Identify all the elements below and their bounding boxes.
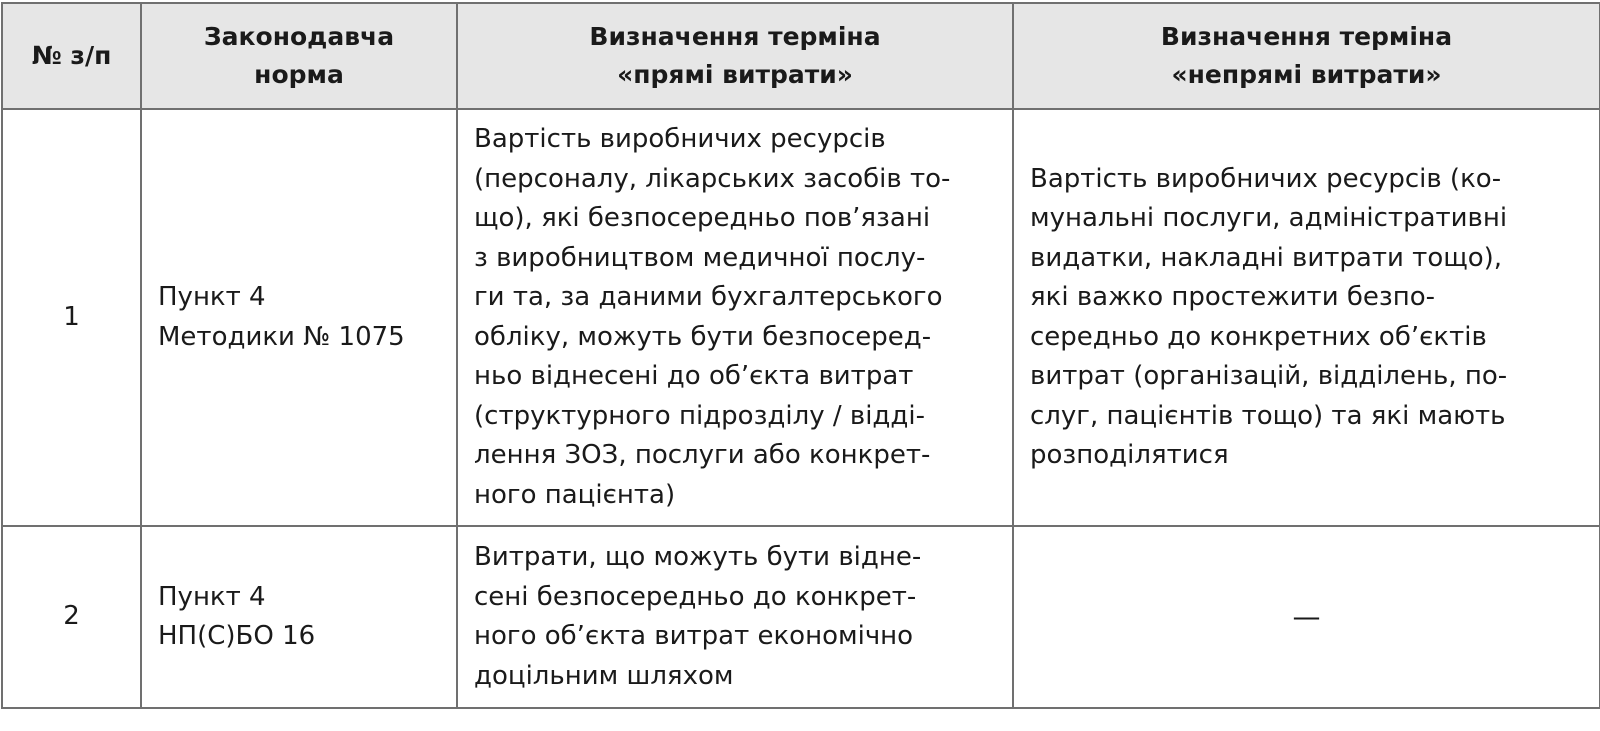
header-legislative-norm	[141, 3, 457, 109]
norm-line-1: Пункт 4	[158, 581, 266, 612]
row-number: 1	[2, 109, 141, 526]
header-number: № з/п	[2, 3, 141, 109]
row-legislative-norm	[141, 526, 457, 708]
row-indirect-costs-empty-dash: —	[1013, 526, 1600, 708]
header-direct-line-2: «прямі витрати»	[617, 60, 853, 89]
row-direct-costs-definition: Витрати, що можуть бути відне- сені безпосередньо до конкрет- ного об’єкта витрат економічно доцільним шляхом	[457, 526, 1013, 708]
header-norm-line-2: норма	[254, 60, 344, 89]
table-header-row	[2, 3, 1600, 109]
cost-definitions-table	[1, 2, 1600, 709]
row-legislative-norm	[141, 109, 457, 526]
row-number: 2	[2, 526, 141, 708]
header-direct-costs	[457, 3, 1013, 109]
row-indirect-costs-definition: Вартість виробничих ресурсів (ко- мунальні послуги, адміністративні видатки, накладні витрати тощо), які важко простежити безпо- середньо до конкретних об’єктів витрат (організацій, відділень, по- слуг, пацієнтів тощо) та які мають розподілятися	[1013, 109, 1600, 526]
header-direct-line-1: Визначення терміна	[589, 22, 881, 51]
norm-line-2: НП(С)БО 16	[158, 621, 316, 651]
row-direct-costs-definition: Вартість виробничих ресурсів (персоналу, лікарських засобів то- що), які безпосередньо пов’язані з виробництвом медичної послу- ги та, за даними бухгалтерського обліку, можуть бути безпосеред- ньо віднесені до об’єкта витрат (структурного підрозділу / відді- лення ЗОЗ, послуги або конкрет- ного пацієнта)	[457, 109, 1013, 526]
header-indirect-line-2: «непрямі витрати»	[1171, 60, 1442, 89]
table-row	[2, 109, 1600, 526]
header-indirect-line-1: Визначення терміна	[1160, 22, 1453, 51]
norm-line-2: Методики № 1075	[158, 321, 405, 352]
header-norm-line-1: Законодавча	[203, 22, 395, 51]
norm-line-1: Пункт 4	[158, 282, 266, 312]
header-indirect-costs	[1013, 3, 1600, 109]
table-row	[2, 526, 1600, 708]
